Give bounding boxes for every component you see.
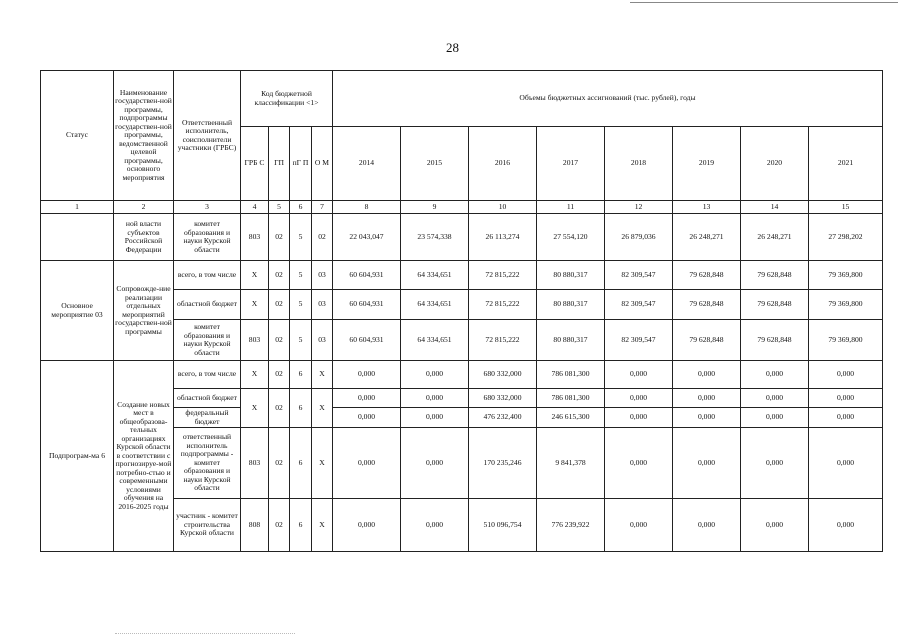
grbs-cell: Х bbox=[241, 389, 269, 428]
value-2015: 64 334,651 bbox=[401, 290, 469, 320]
value-2021: 0,000 bbox=[809, 361, 883, 389]
header-status: Статус bbox=[41, 71, 114, 201]
header-volumes: Объемы бюджетных ассигнований (тыс. рублей), годы bbox=[333, 71, 883, 127]
value-2020: 0,000 bbox=[741, 389, 809, 408]
header-grbs: ГРБ С bbox=[241, 127, 269, 201]
value-2015: 64 334,651 bbox=[401, 261, 469, 290]
page-number: 28 bbox=[446, 40, 459, 55]
pgp-cell: 6 bbox=[290, 428, 312, 499]
value-2021: 79 369,800 bbox=[809, 290, 883, 320]
value-2018: 0,000 bbox=[605, 408, 673, 428]
header-year-2016: 2016 bbox=[469, 127, 537, 201]
value-2014: 0,000 bbox=[333, 389, 401, 408]
value-2015: 0,000 bbox=[401, 408, 469, 428]
value-2019: 79 628,848 bbox=[673, 290, 741, 320]
executor-cell: ответственный исполнитель подпрограммы - комитет образования и науки Курской области bbox=[174, 428, 241, 499]
column-number: 5 bbox=[269, 201, 290, 214]
om-cell: 02 bbox=[312, 214, 333, 261]
value-2016: 72 815,222 bbox=[469, 290, 537, 320]
status-cell bbox=[41, 214, 114, 261]
gp-cell: 02 bbox=[269, 428, 290, 499]
value-2016: 170 235,246 bbox=[469, 428, 537, 499]
value-2015: 0,000 bbox=[401, 428, 469, 499]
executor-cell: областной бюджет bbox=[174, 290, 241, 320]
value-2016: 476 232,400 bbox=[469, 408, 537, 428]
header-executor: Ответственный исполнитель, соисполнители участники (ГРБС) bbox=[174, 71, 241, 201]
header-year-2018: 2018 bbox=[605, 127, 673, 201]
header-year-2019: 2019 bbox=[673, 127, 741, 201]
gp-cell: 02 bbox=[269, 361, 290, 389]
executor-cell: комитет образования и науки Курской области bbox=[174, 214, 241, 261]
value-2021: 0,000 bbox=[809, 389, 883, 408]
value-2016: 510 096,754 bbox=[469, 499, 537, 552]
om-cell: Х bbox=[312, 389, 333, 428]
executor-cell: областной бюджет bbox=[174, 389, 241, 408]
value-2014: 0,000 bbox=[333, 408, 401, 428]
value-2015: 0,000 bbox=[401, 361, 469, 389]
value-2019: 0,000 bbox=[673, 361, 741, 389]
value-2015: 0,000 bbox=[401, 389, 469, 408]
value-2019: 0,000 bbox=[673, 428, 741, 499]
value-2018: 0,000 bbox=[605, 389, 673, 408]
value-2014: 60 604,931 bbox=[333, 261, 401, 290]
pgp-cell: 5 bbox=[290, 320, 312, 361]
gp-cell: 02 bbox=[269, 389, 290, 428]
grbs-cell: 803 bbox=[241, 320, 269, 361]
value-2018: 0,000 bbox=[605, 428, 673, 499]
gp-cell: 02 bbox=[269, 499, 290, 552]
value-2017: 9 841,378 bbox=[537, 428, 605, 499]
value-2021: 0,000 bbox=[809, 499, 883, 552]
column-number: 13 bbox=[673, 201, 741, 214]
value-2020: 0,000 bbox=[741, 408, 809, 428]
om-cell: Х bbox=[312, 361, 333, 389]
value-2021: 79 369,800 bbox=[809, 261, 883, 290]
table-row bbox=[41, 261, 883, 290]
value-2018: 82 309,547 bbox=[605, 290, 673, 320]
value-2017: 786 081,300 bbox=[537, 361, 605, 389]
grbs-cell: 803 bbox=[241, 214, 269, 261]
column-number: 3 bbox=[174, 201, 241, 214]
table-row bbox=[41, 361, 883, 389]
value-2020: 79 628,848 bbox=[741, 320, 809, 361]
gp-cell: 02 bbox=[269, 214, 290, 261]
column-number: 14 bbox=[741, 201, 809, 214]
grbs-cell: Х bbox=[241, 361, 269, 389]
column-number-row bbox=[41, 201, 883, 214]
value-2017: 776 239,922 bbox=[537, 499, 605, 552]
value-2017: 246 615,300 bbox=[537, 408, 605, 428]
header-name: Наименование государствен-ной программы, подпрограммы государствен-ной программы, ведомственной целевой программы, основного мероприятия bbox=[114, 71, 174, 201]
header-year-2017: 2017 bbox=[537, 127, 605, 201]
om-cell: Х bbox=[312, 499, 333, 552]
gp-cell: 02 bbox=[269, 320, 290, 361]
executor-cell: всего, в том числе bbox=[174, 261, 241, 290]
om-cell: 03 bbox=[312, 261, 333, 290]
value-2017: 80 880,317 bbox=[537, 320, 605, 361]
header-pgp: пГ П bbox=[290, 127, 312, 201]
value-2020: 0,000 bbox=[741, 428, 809, 499]
value-2019: 0,000 bbox=[673, 389, 741, 408]
value-2020: 26 248,271 bbox=[741, 214, 809, 261]
value-2019: 79 628,848 bbox=[673, 261, 741, 290]
value-2016: 680 332,000 bbox=[469, 361, 537, 389]
value-2020: 0,000 bbox=[741, 361, 809, 389]
value-2014: 60 604,931 bbox=[333, 320, 401, 361]
value-2019: 26 248,271 bbox=[673, 214, 741, 261]
value-2016: 26 113,274 bbox=[469, 214, 537, 261]
value-2018: 82 309,547 bbox=[605, 320, 673, 361]
om-cell: 03 bbox=[312, 290, 333, 320]
executor-cell: федеральный бюджет bbox=[174, 408, 241, 428]
header-om: О М bbox=[312, 127, 333, 201]
column-number: 11 bbox=[537, 201, 605, 214]
pgp-cell: 5 bbox=[290, 261, 312, 290]
column-number: 12 bbox=[605, 201, 673, 214]
executor-cell: участник - комитет строительства Курской области bbox=[174, 499, 241, 552]
value-2017: 80 880,317 bbox=[537, 261, 605, 290]
value-2021: 0,000 bbox=[809, 408, 883, 428]
column-number: 6 bbox=[290, 201, 312, 214]
value-2020: 79 628,848 bbox=[741, 290, 809, 320]
header-year-2021: 2021 bbox=[809, 127, 883, 201]
value-2017: 786 081,300 bbox=[537, 389, 605, 408]
header-year-2014: 2014 bbox=[333, 127, 401, 201]
value-2018: 26 879,036 bbox=[605, 214, 673, 261]
value-2015: 0,000 bbox=[401, 499, 469, 552]
value-2019: 0,000 bbox=[673, 499, 741, 552]
value-2017: 80 880,317 bbox=[537, 290, 605, 320]
value-2021: 79 369,800 bbox=[809, 320, 883, 361]
value-2018: 82 309,547 bbox=[605, 261, 673, 290]
grbs-cell: 808 bbox=[241, 499, 269, 552]
value-2014: 22 043,047 bbox=[333, 214, 401, 261]
value-2014: 60 604,931 bbox=[333, 290, 401, 320]
column-number: 9 bbox=[401, 201, 469, 214]
value-2015: 23 574,338 bbox=[401, 214, 469, 261]
name-cell: ной власти субъектов Российской Федерации bbox=[114, 214, 174, 261]
status-cell: Подпрограм-ма 6 bbox=[41, 361, 114, 552]
value-2018: 0,000 bbox=[605, 499, 673, 552]
gp-cell: 02 bbox=[269, 290, 290, 320]
value-2021: 27 298,202 bbox=[809, 214, 883, 261]
pgp-cell: 6 bbox=[290, 499, 312, 552]
value-2014: 0,000 bbox=[333, 428, 401, 499]
value-2020: 79 628,848 bbox=[741, 261, 809, 290]
pgp-cell: 5 bbox=[290, 214, 312, 261]
header-gp: ГП bbox=[269, 127, 290, 201]
name-cell: Создание новых мест в общеобразова-тельных организациях Курской области в соответствии с прогнозируе-мой потребно-стью и современными условиями обучения на 2016-2025 годы bbox=[114, 361, 174, 552]
value-2016: 72 815,222 bbox=[469, 261, 537, 290]
pgp-cell: 5 bbox=[290, 290, 312, 320]
gp-cell: 02 bbox=[269, 261, 290, 290]
grbs-cell: Х bbox=[241, 290, 269, 320]
footer-scan-line bbox=[115, 633, 295, 634]
name-cell: Сопровожде-ние реализации отдельных мероприятий государствен-ной программы bbox=[114, 261, 174, 361]
value-2015: 64 334,651 bbox=[401, 320, 469, 361]
grbs-cell: 803 bbox=[241, 428, 269, 499]
column-number: 15 bbox=[809, 201, 883, 214]
value-2021: 0,000 bbox=[809, 428, 883, 499]
om-cell: Х bbox=[312, 428, 333, 499]
header-row-1 bbox=[41, 71, 883, 127]
column-number: 4 bbox=[241, 201, 269, 214]
table-row bbox=[41, 214, 883, 261]
header-year-2015: 2015 bbox=[401, 127, 469, 201]
om-cell: 03 bbox=[312, 320, 333, 361]
column-number: 8 bbox=[333, 201, 401, 214]
value-2017: 27 554,120 bbox=[537, 214, 605, 261]
header-year-2020: 2020 bbox=[741, 127, 809, 201]
top-edge-rule bbox=[630, 2, 898, 3]
value-2014: 0,000 bbox=[333, 499, 401, 552]
executor-cell: всего, в том числе bbox=[174, 361, 241, 389]
executor-cell: комитет образования и науки Курской области bbox=[174, 320, 241, 361]
value-2018: 0,000 bbox=[605, 361, 673, 389]
value-2014: 0,000 bbox=[333, 361, 401, 389]
value-2020: 0,000 bbox=[741, 499, 809, 552]
value-2019: 0,000 bbox=[673, 408, 741, 428]
column-number: 10 bbox=[469, 201, 537, 214]
pgp-cell: 6 bbox=[290, 361, 312, 389]
value-2016: 72 815,222 bbox=[469, 320, 537, 361]
header-budget-code: Код бюджетной классификации <1> bbox=[241, 71, 333, 127]
value-2016: 680 332,000 bbox=[469, 389, 537, 408]
value-2019: 79 628,848 bbox=[673, 320, 741, 361]
status-cell: Основное мероприятие 03 bbox=[41, 261, 114, 361]
column-number: 1 bbox=[41, 201, 114, 214]
pgp-cell: 6 bbox=[290, 389, 312, 428]
column-number: 7 bbox=[312, 201, 333, 214]
budget-allocation-table bbox=[40, 70, 883, 552]
grbs-cell: Х bbox=[241, 261, 269, 290]
column-number: 2 bbox=[114, 201, 174, 214]
